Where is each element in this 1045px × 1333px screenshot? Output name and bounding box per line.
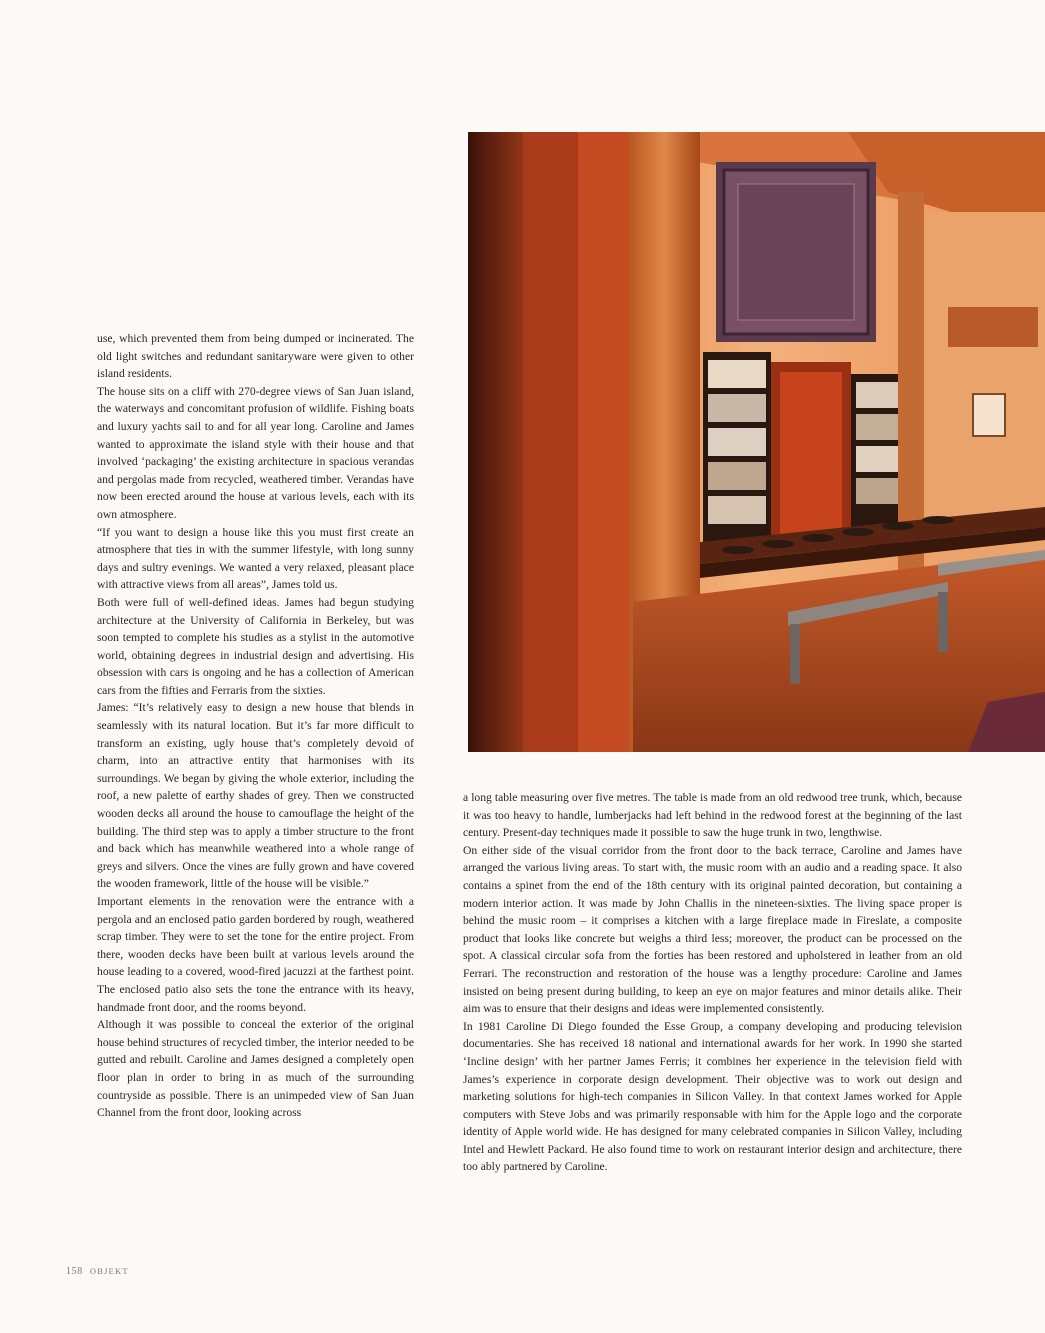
right-text-column: [463, 789, 962, 1176]
body-paragraph: The house sits on a cliff with 270-degree views of San Juan island, the waterways and concomitant profusion of wildlife. Fishing boats and luxury yachts sail to and for all year long. Caroline and James wanted to approximate the island style with their house and that involved ‘packaging’ the existing architecture in spacious verandas and pergolas made from recycled, weathered timber. Verandas have now been erected around the house at various levels, each with its own atmosphere.: [97, 384, 414, 521]
body-paragraph: a long table measuring over five metres. The table is made from an old redwood tree trunk, which, because it was too heavy to handle, lumberjacks had left behind in the redwood forest at the beginning of the last century. Present-day techniques made it possible to saw the huge trunk in two, lengthwise.: [463, 791, 962, 840]
interior-photo: [468, 132, 1045, 752]
body-paragraph: “If you want to design a house like this you must first create an atmosphere that ties in with the summer lifestyle, with long sunny days and sultry evenings. We wanted a very relaxed, pleasant place with attractive views from all areas”, James told us.: [97, 525, 414, 592]
body-paragraph: Important elements in the renovation were the entrance with a pergola and an enclosed patio garden bordered by rough, weathered scrap timber. They were to set the tone for the entire project. From there, wooden decks have been built at various levels around the house leading to a covered, wood-fired jacuzzi at the farthest point. The enclosed patio also sets the tone the entrance with its heavy, handmade front door, and the rooms beyond.: [97, 895, 414, 1014]
publication-name: OBJEKT: [89, 1266, 129, 1276]
left-text-column: [97, 330, 414, 1122]
body-paragraph: On either side of the visual corridor from the front door to the back terrace, Caroline and James have arranged the various living areas. To start with, the music room with an audio and a reading space. It also contains a spinet from the end of the 18th century with its original painted decoration, but containing a modern interior action. It was made by John Challis in the nineteen-sixties. The living space proper is behind the music room – it comprises a kitchen with a large fireplace made in Fireslate, a composite product that looks like concrete but weighs a third less; moreover, the product can be processed on the spot. A classical circular sofa from the forties has been restored and upholstered in leather from an old Ferrari. The reconstruction and restoration of the house was a lengthy procedure: Caroline and James insisted on being present during building, to keep an eye on major features and minor details alike. Their aim was to ensure that their designs and ideas were implemented consistently.: [463, 843, 962, 1016]
body-paragraph: use, which prevented them from being dumped or incinerated. The old light switches and redundant sanitaryware were given to other island residents.: [97, 332, 414, 381]
body-paragraph: James: “It’s relatively easy to design a new house that blends in seamlessly with its natural location. But it’s far more difficult to transform an existing, ugly house that’s completely devoid of charm, into an attractive entity that harmonises with its surroundings. We began by giving the whole exterior, including the roof, a new palette of earthy shades of grey. Then we constructed wooden decks all around the house to camouflage the height of the building. The third step was to apply a timber structure to the front and back which has meanwhile weathered into a whole range of greys and silvers. Once the vines are fully grown and have covered the wooden framework, little of the house will be visible.”: [97, 701, 414, 891]
body-paragraph: In 1981 Caroline Di Diego founded the Esse Group, a company developing and producing television documentaries. She has received 18 national and international awards for her work. In 1990 she started ‘Incline design’ with her partner James Ferris; it combines her experience in the television field with James’s experience in corporate design development. Their objective was to work out design and marketing solutions for high-tech companies in Silicon Valley. In that context James worked for Apple computers with Steve Jobs and was primarily responsable with him for the Apple logo and the corporate identity of Apple world wide. He has designed for many celebrated companies in Silicon Valley, including Intel and Hewlett Packard. He also found time to work on restaurant interior design and architecture, there too ably partnered by Caroline.: [463, 1019, 962, 1174]
body-paragraph: Both were full of well-defined ideas. James had begun studying architecture at the University of California in Berkeley, but was soon tempted to complete his studies as a stylist in the automotive world, obtaining degrees in industrial design and advertising. His obsession with cars is ongoing and he has a collection of American cars from the fifties and Ferraris from the sixties.: [97, 595, 414, 697]
page-footer: [66, 1266, 129, 1277]
body-paragraph: Although it was possible to conceal the exterior of the original house behind structures of recycled timber, the interior needed to be gutted and rebuilt. Caroline and James designed a completely open floor plan in order to bring in as much of the surrounding countryside as possible. There is an unimpeded view of San Juan Channel from the front door, looking across: [97, 1018, 414, 1120]
page-number: 158: [66, 1266, 83, 1277]
